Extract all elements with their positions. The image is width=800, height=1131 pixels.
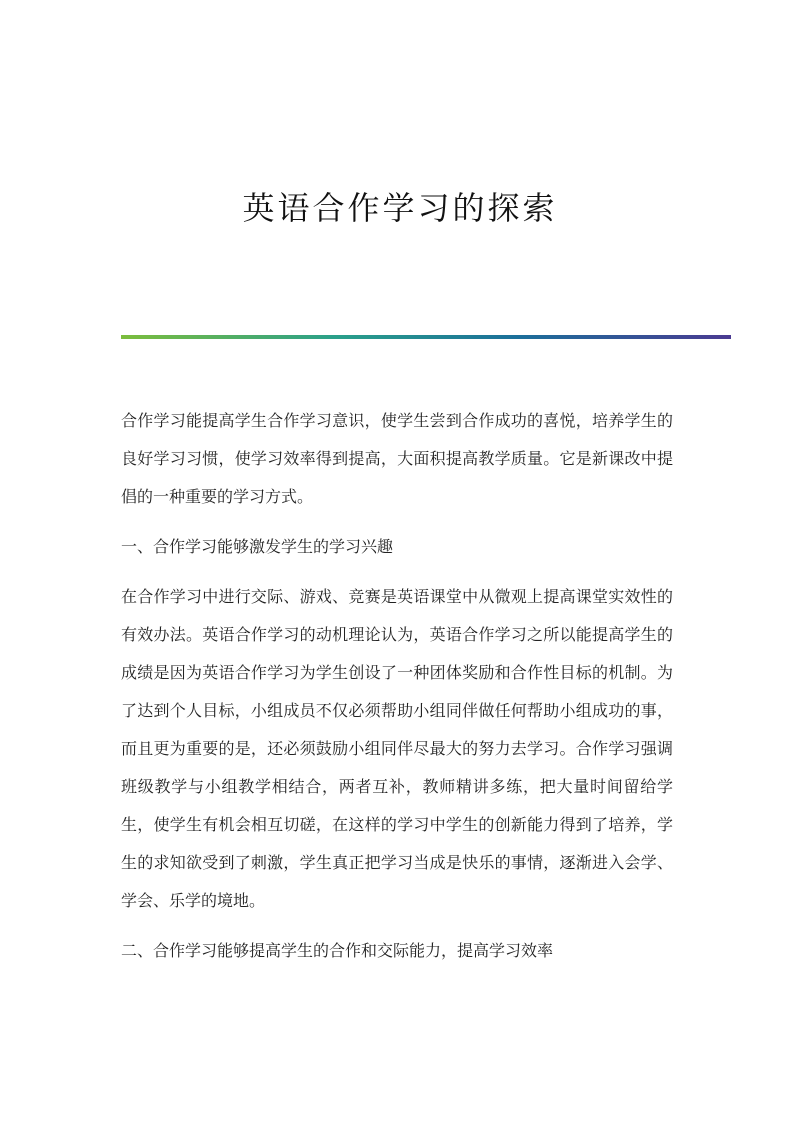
section-heading-1: 一、合作学习能够激发学生的学习兴趣 bbox=[121, 537, 394, 556]
title-divider bbox=[121, 335, 731, 339]
section-1-paragraph: 在合作学习中进行交际、游戏、竞赛是英语课堂中从微观上提高课堂实效性的有效办法。英语合作学习的动机理论认为，英语合作学习之所以能提高学生的成绩是因为英语合作学习为学生创设了一种团体奖励和合作性目标的机制。为了达到个人目标，小组成员不仅必须帮助小组同伴做任何帮助小组成功的事，而且更为重要的是，还必须鼓励小组同伴尽最大的努力去学习。合作学习强调班级教学与小组教学相结合，两者互补，教师精讲多练，把大量时间留给学生，使学生有机会相互切磋，在这样的学习中学生的创新能力得到了培养，学生的求知欲受到了刺激，学生真正把学习当成是快乐的事情，逐渐进入会学、学会、乐学的境地。 bbox=[121, 587, 673, 910]
document-body bbox=[121, 402, 673, 982]
document-title: 英语合作学习的探索 bbox=[242, 189, 558, 227]
intro-paragraph: 合作学习能提高学生合作学习意识，使学生尝到合作成功的喜悦，培养学生的良好学习习惯，使学习效率得到提高，大面积提高教学质量。它是新课改中提倡的一种重要的学习方式。 bbox=[121, 411, 673, 506]
section-heading-2: 二、合作学习能够提高学生的合作和交际能力，提高学习效率 bbox=[121, 941, 554, 960]
